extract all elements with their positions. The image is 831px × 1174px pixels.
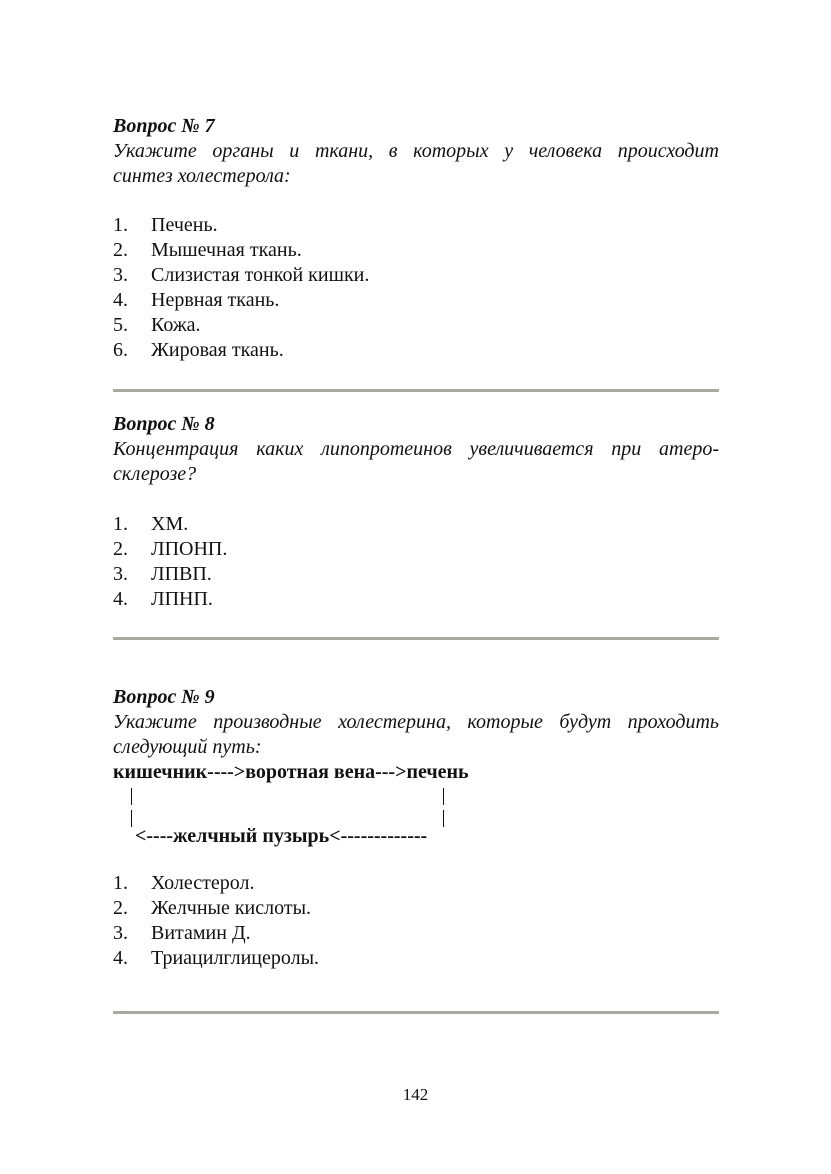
answer-number: 1. xyxy=(113,513,128,535)
answer-number: 1. xyxy=(113,214,128,236)
answer-text: ЛПВП. xyxy=(151,563,212,585)
answer-option xyxy=(113,587,719,612)
answer-option xyxy=(113,896,719,921)
answer-text: Нервная ткань. xyxy=(151,289,280,311)
answer-option xyxy=(113,921,719,946)
pathway-diagram xyxy=(113,760,719,847)
answer-option xyxy=(113,213,719,238)
pathway-right-connector xyxy=(443,788,444,805)
page-number: 142 xyxy=(402,1085,429,1104)
answer-list xyxy=(113,512,719,612)
pathway-left-connector xyxy=(131,788,132,805)
question-text-line: синтез холестерола: xyxy=(113,165,291,187)
pathway-top-line: кишечник---->воротная вена--->печень xyxy=(113,761,469,783)
answer-text: ЛПОНП. xyxy=(151,538,228,560)
answer-option xyxy=(113,871,719,896)
question-7 xyxy=(113,114,719,363)
answer-option xyxy=(113,263,719,288)
answer-text: Желчные кислоты. xyxy=(151,897,312,919)
question-title: Вопрос № 8 xyxy=(113,413,215,435)
pathway-left-connector xyxy=(131,810,132,827)
question-text-line: Укажите производные холестерина, которые будут проходить xyxy=(113,711,719,733)
question-9 xyxy=(113,685,719,971)
answer-number: 3. xyxy=(113,264,128,286)
answer-number: 4. xyxy=(113,289,128,311)
answer-number: 3. xyxy=(113,922,128,944)
question-title: Вопрос № 9 xyxy=(113,686,215,708)
answer-number: 3. xyxy=(113,563,128,585)
answer-number: 2. xyxy=(113,239,128,261)
section-divider xyxy=(113,1011,719,1014)
answer-text: Печень. xyxy=(151,214,218,236)
answer-list xyxy=(113,871,719,971)
answer-number: 5. xyxy=(113,314,128,336)
answer-number: 1. xyxy=(113,872,128,894)
answer-number: 4. xyxy=(113,588,128,610)
answer-text: Кожа. xyxy=(151,314,201,336)
pathway-right-connector xyxy=(443,810,444,827)
answer-option xyxy=(113,288,719,313)
pathway-bottom-line: <----желчный пузырь<------------- xyxy=(135,825,428,847)
question-text-line: склерозе? xyxy=(113,463,197,485)
answer-option xyxy=(113,338,719,363)
answer-text: ХМ. xyxy=(151,513,189,535)
answer-option xyxy=(113,313,719,338)
section-divider xyxy=(113,389,719,392)
answer-option xyxy=(113,238,719,263)
answer-number: 2. xyxy=(113,538,128,560)
answer-text: Холестерол. xyxy=(151,872,255,894)
answer-text: Триацилглицеролы. xyxy=(151,947,320,969)
question-text-line: следующий путь: xyxy=(113,736,262,758)
section-divider xyxy=(113,637,719,640)
answer-option xyxy=(113,512,719,537)
question-text-line: Укажите органы и ткани, в которых у человека происходит xyxy=(113,140,719,162)
question-title: Вопрос № 7 xyxy=(113,115,215,137)
answer-number: 6. xyxy=(113,339,128,361)
answer-number: 4. xyxy=(113,947,128,969)
answer-list xyxy=(113,213,719,363)
answer-option xyxy=(113,562,719,587)
answer-text: Слизистая тонкой кишки. xyxy=(151,264,370,286)
answer-text: Жировая ткань. xyxy=(151,339,284,361)
answer-text: ЛПНП. xyxy=(151,588,213,610)
answer-number: 2. xyxy=(113,897,128,919)
question-text-line: Концентрация каких липопротеинов увеличивается при атеро- xyxy=(113,438,719,460)
question-8 xyxy=(113,412,719,612)
answer-option xyxy=(113,946,719,971)
answer-option xyxy=(113,537,719,562)
answer-text: Витамин Д. xyxy=(151,922,251,944)
answer-text: Мышечная ткань. xyxy=(151,239,302,261)
